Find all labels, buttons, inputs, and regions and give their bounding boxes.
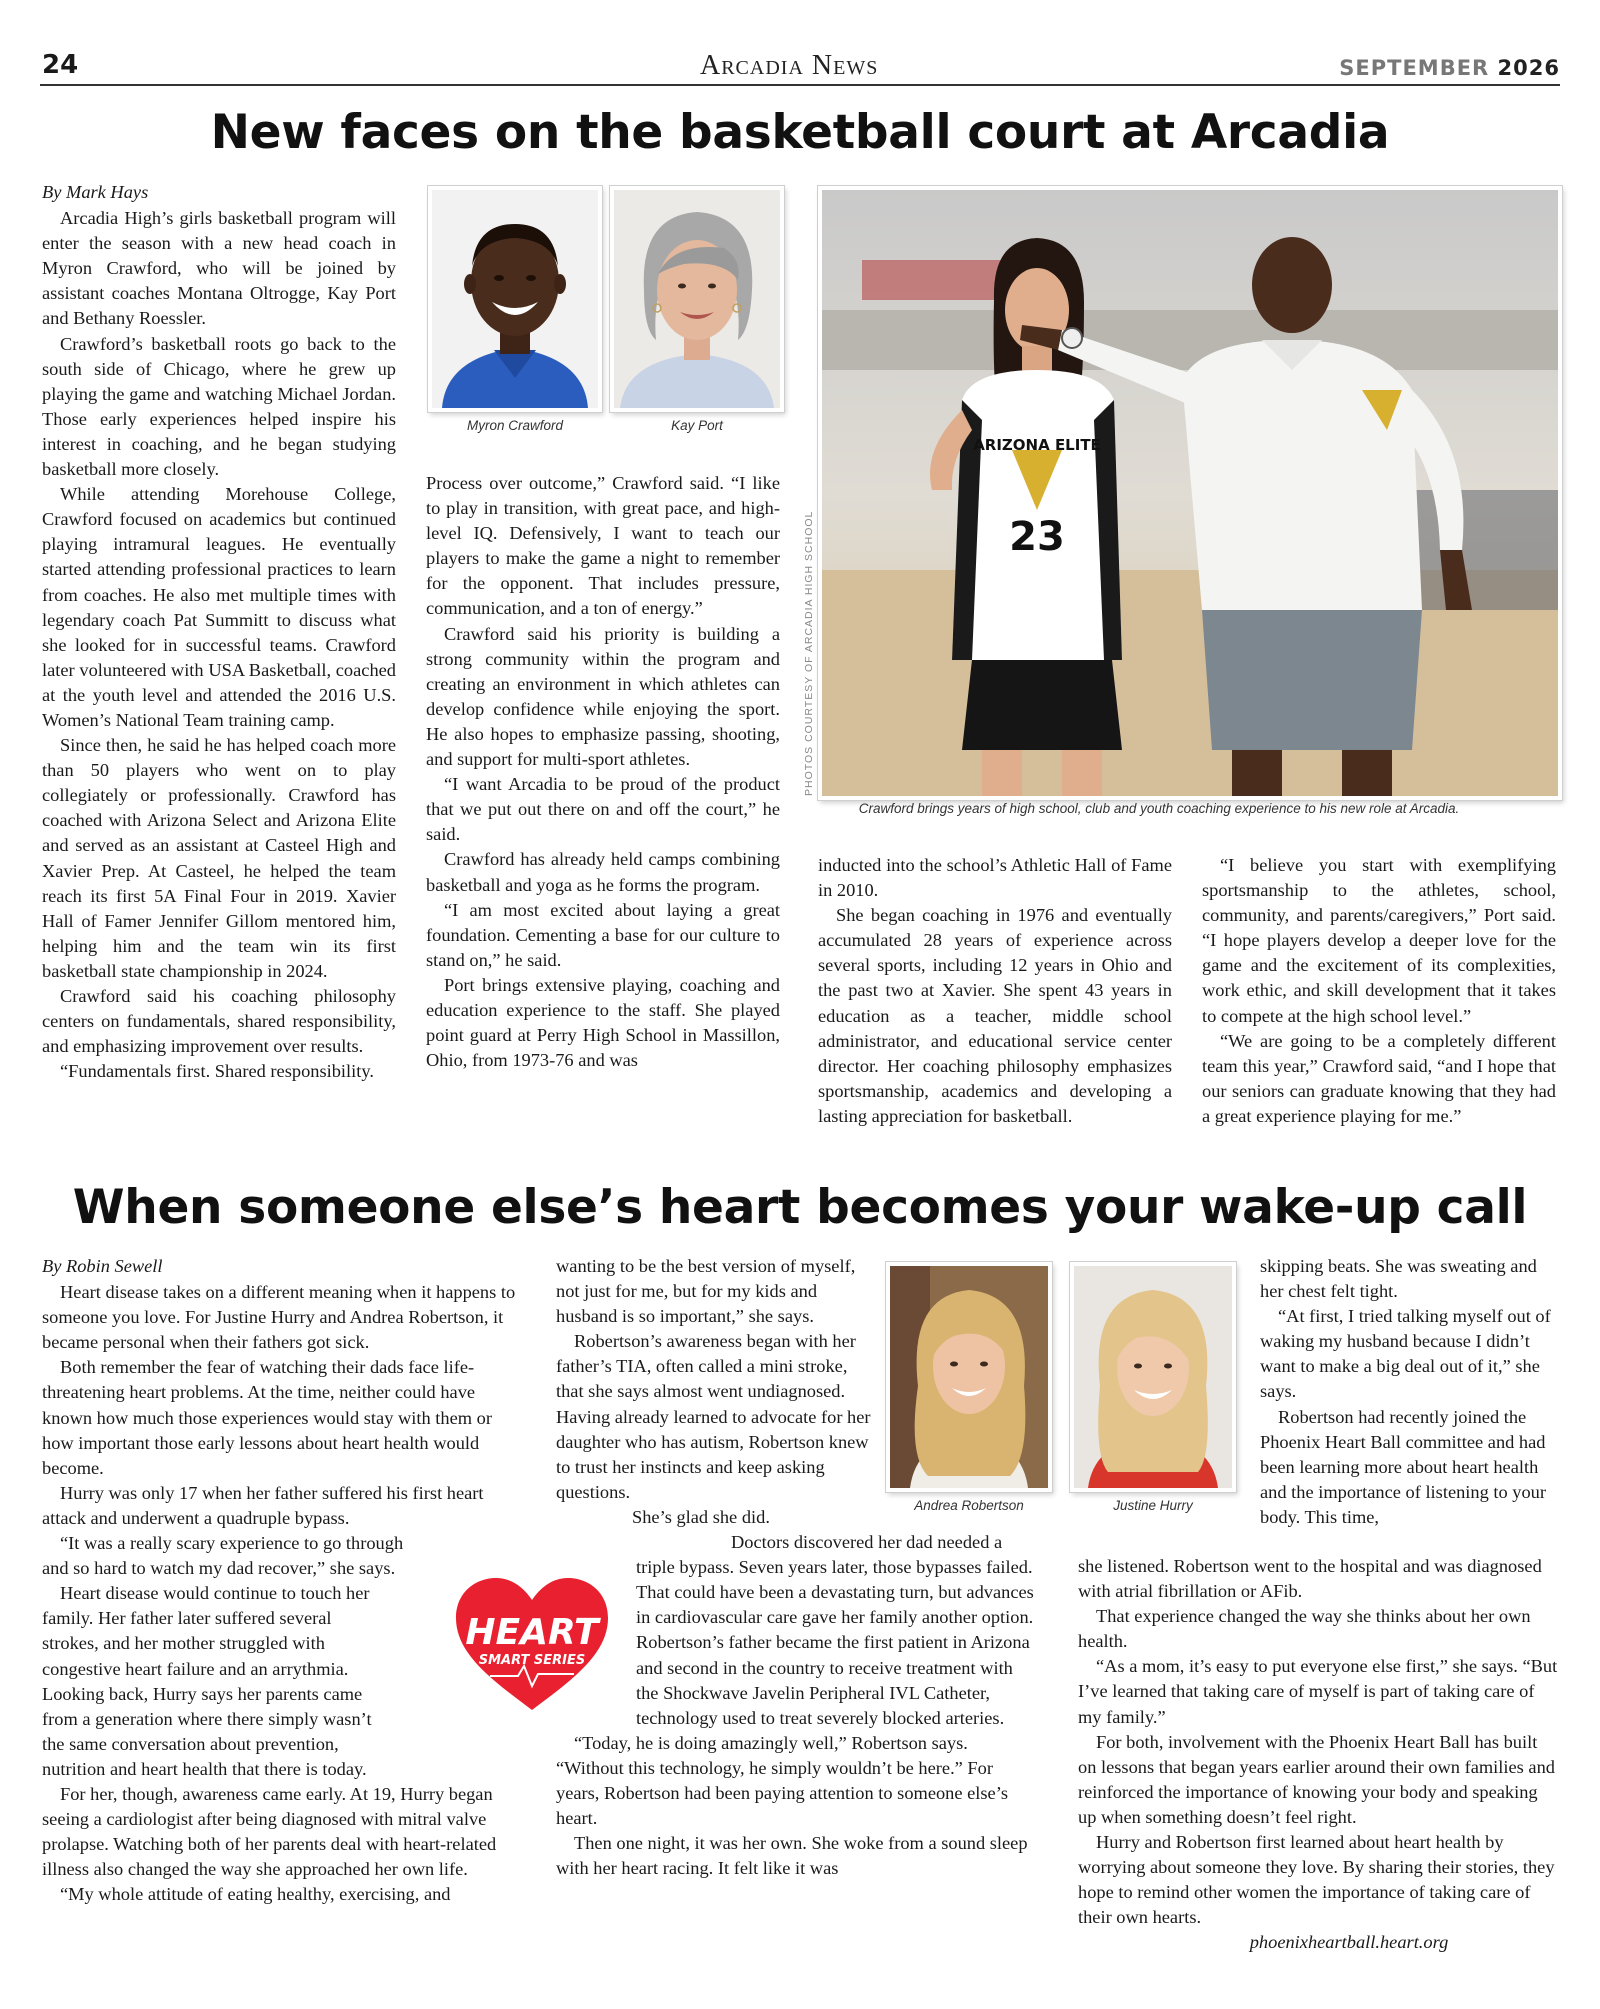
jersey-team-text: ARIZONA ELITE (973, 436, 1101, 454)
photo-credit: PHOTOS COURTESY OF ARCADIA HIGH SCHOOL (803, 510, 815, 796)
article-1-col1-para-3: While attending Morehouse College, Crawford focused on academics but continued playing intramural leagues. He eventually started attending professional practices to learn from coaches. He also met multiple times with legendary coach Pat Summitt to discuss what she looked for in successful teams. Crawford later volunteered with USA Basketball, coached at the youth level and attended the 2016 U.S. Women’s National Team training camp. (42, 484, 396, 730)
article-1-col2-para-1: Process over outcome,” Crawford said. “I like to play in transition, with great pace, and high-level IQ. Defensively, I want to teach our players to make the game a night to remember for the opponent. That includes pressure, communication, and a ton of energy.” (426, 473, 780, 619)
masthead (700, 50, 878, 82)
article-1-col1-para-1: Arcadia High’s girls basketball program will enter the season with a new head coach in Myron Crawford, who will be joined by assistant coaches Montana Oltrogge, Kay Port and Bethany Roessler. (42, 208, 396, 329)
article-1-col3-para-1: inducted into the school’s Athletic Hall of Fame in 2010. (818, 855, 1172, 901)
footer-url[interactable]: phoenixheartball.heart.org (1249, 1932, 1449, 1953)
andrea-robertson-photo (886, 1262, 1052, 1492)
article-2-col1-para-6: For her, though, awareness came early. At 19, Hurry began seeing a cardiologist after being diagnosed with mitral valve prolapse. Watching both of her parents deal with heart-related illness also changed the way she approached her own life. (42, 1783, 497, 1880)
myron-crawford-photo (428, 186, 602, 412)
article-1-column-3 (818, 853, 1172, 1129)
kay-port-caption: Kay Port (671, 418, 723, 433)
kay-port-photo (610, 186, 784, 412)
article-2-col2-para-2: Robertson’s awareness began with her father’s TIA, often called a mini stroke, that she says almost went undiagnosed. Having already learned to advocate for her daughter who has autism, Robertson knew to trust her instincts and keep asking questions. (556, 1331, 871, 1502)
article-1-col1-para-2: Crawford’s basketball roots go back to the south side of Chicago, where he grew up playing the game and watching Michael Jordan. Those early experiences helped inspire his interest in coaching, and he began studying basketball more closely. (42, 333, 396, 480)
article-1-col1-para-4: Since then, he said he has helped coach more than 50 players who went on to play collegiately or professionally. Crawford has coached with Arizona Select and Arizona Elite and served as an assistant at Casteel High and Xavier Prep. At Casteel, he helped the team reach its first 5A Final Four in 2019. Xavier Hall of Famer Jennifer Gillom mentored him, helping him and the team win its first basketball state championship in 2024. (42, 735, 396, 981)
article-2-col3a-para-2: “At first, I tried talking myself out of waking my husband because I didn’t want to make a big deal out of it,” she says. (1260, 1306, 1551, 1402)
article-2-col3a-para-3: Robertson had recently joined the Phoenix Heart Ball committee and had been learning more about heart health and the importance of listening to your body. This time, (1260, 1406, 1547, 1527)
myron-crawford-caption: Myron Crawford (466, 418, 564, 433)
article-2-col2-para-6: Then one night, it was her own. She woke from a sound sleep with her heart racing. It felt like it was (556, 1833, 1028, 1879)
article-2-col1-para-4: “It was a really scary experience to go through and so hard to watch my dad recover,” she says. (42, 1533, 404, 1579)
article-2-col3b-para-3: “As a mom, it’s easy to put everyone else first,” she says. “But I’ve learned that taking care of myself is part of taking care of my family.” (1078, 1656, 1558, 1727)
justine-hurry-caption: Justine Hurry (1113, 1498, 1193, 1513)
issue-month: SEPTEMBER (1339, 56, 1490, 80)
article-2-col1-para-7: “My whole attitude of eating healthy, exercising, and (60, 1884, 451, 1905)
article-2-col2-para-1: wanting to be the best version of myself, not just for me, but for my kids and husband is so important,” she says. (556, 1256, 856, 1327)
justine-hurry-photo (1070, 1262, 1236, 1492)
article-1-column-1 (42, 180, 396, 1084)
page-number: 24 (42, 50, 79, 80)
main-photo (818, 186, 1562, 800)
jersey-number-text: 23 (1009, 514, 1065, 560)
logo-heart-word: HEART (465, 1612, 599, 1653)
main-photo-caption: Crawford brings years of high school, club and youth coaching experience to his new role at Arcadia. (858, 801, 1460, 816)
article-2-column-3b (1078, 1554, 1560, 1956)
andrea-robertson-caption: Andrea Robertson (914, 1498, 1024, 1513)
article-1-col1-para-5: Crawford said his coaching philosophy centers on fundamentals, shared responsibility, and emphasizing improvement over results. (42, 986, 396, 1057)
article-2-headline: When someone else’s heart becomes your wake-up call (72, 1180, 1528, 1235)
article-2-col1-para-3: Hurry was only 17 when her father suffered his first heart attack and underwent a quadruple bypass. (42, 1482, 484, 1528)
article-2-col1-para-2: Both remember the fear of watching their dads face life-threatening heart problems. At the time, neither could have known how much those experiences would stay with them or how important those early lessons about heart health would become. (42, 1357, 492, 1478)
article-2-col2-para-4: Doctors discovered her dad needed a triple bypass. Seven years later, those bypasses failed. That could have been a devastating turn, but advances in cardiovascular care gave her family another option. Robertson’s father became the first patient in Arizona and second in the country to receive treatment with the Shockwave Javelin Peripheral IVL Catheter, technology used to treat severely blocked arteries. (636, 1532, 1034, 1728)
article-2-col1-para-5: Heart disease would continue to touch her family. Her father later suffered several strokes, and her mother struggled with congestive heart failure and an arrythmia. Looking back, Hurry says her parents came from a generation where there simply wasn’t the same conversation about prevention, nutrition and heart health that there is today. (42, 1583, 372, 1779)
article-2-col2-para-5: “Today, he is doing amazingly well,” Robertson says. “Without this technology, he simply wouldn’t be here.” For years, Robertson had been paying attention to someone else’s heart. (556, 1732, 1008, 1829)
article-1-col4-para-2: “We are going to be a completely different team this year,” Crawford said, “and I hope that our seniors can graduate knowing that they had a great experience playing for me.” (1202, 1030, 1556, 1126)
article-2-byline: By Robin Sewell (42, 1256, 163, 1276)
article-2-col3b-para-4: For both, involvement with the Phoenix Heart Ball has built on lessons that began years earlier around their own families and reinforced the importance of knowing your body and speaking up when something doesn’t feel right. (1078, 1731, 1555, 1827)
article-1-headline: New faces on the basketball court at Arcadia (210, 105, 1390, 160)
article-2-col3b-para-1: she listened. Robertson went to the hospital and was diagnosed with atrial fibrillation or AFib. (1078, 1556, 1542, 1602)
article-2-col3b-para-5: Hurry and Robertson first learned about heart health by worrying about someone they love. By sharing their stories, they hope to remind other women the importance of taking care of their own hearts. (1078, 1832, 1555, 1928)
issue-year: 2026 (1497, 56, 1560, 80)
article-2-col2-para-3: She’s glad she did. (632, 1506, 770, 1527)
article-2-col3b-para-2: That experience changed the way she thinks about her own health. (1078, 1606, 1531, 1652)
article-2-column-3a (1260, 1254, 1560, 1530)
article-1-col2-para-3: “I want Arcadia to be proud of the product that we put out there on and off the court,” he said. (426, 774, 780, 845)
article-2-col3a-para-1: skipping beats. She was sweating and her chest felt tight. (1260, 1256, 1537, 1302)
article-1-col2-para-6: Port brings extensive playing, coaching and education experience to the staff. She played point guard at Perry High School in Massillon, Ohio, from 1973-76 and was (426, 974, 780, 1071)
issue-date (1339, 56, 1560, 80)
article-2-col1-para-1: Heart disease takes on a different meaning when it happens to someone you love. For Justine Hurry and Andrea Robertson, it became personal when their fathers got sick. (42, 1282, 516, 1353)
article-1-byline: By Mark Hays (42, 182, 149, 202)
article-1-col3-para-2: She began coaching in 1976 and eventually accumulated 28 years of experience across several sports, including 12 years in Ohio and the past two at Xavier. She spent 43 years in education as a teacher, middle school administrator, and educational service center director. Her coaching philosophy emphasizes sportsmanship, academics and developing a lasting appreciation for basketball. (818, 905, 1172, 1126)
article-1-col1-para-6: “Fundamentals first. Shared responsibility. (60, 1061, 374, 1082)
article-1-col2-para-2: Crawford said his priority is building a strong community within the program and creating an environment in which athletes can develop confidence while enjoying the sport. He also hopes to emphasize passing, shooting, and support for multi-sport athletes. (426, 623, 780, 770)
article-1-col4-para-1: “I believe you start with exemplifying sportsmanship to the athletes, school, community, and parents/caregivers,” Port said. “I hope players develop a deeper love for the game and the excitement of its complexities, work ethic, and skill development that it takes to compete at the high school level.” (1202, 855, 1556, 1026)
article-1-column-4 (1202, 853, 1556, 1129)
article-1-column-2 (426, 471, 780, 1073)
article-1-col2-para-5: “I am most excited about laying a great foundation. Cementing a base for our culture to stand on,” he said. (426, 899, 780, 970)
masthead-title: Arcadia News (700, 50, 879, 81)
header-rule (40, 84, 1560, 86)
article-1-col2-para-4: Crawford has already held camps combining basketball and yoga as he forms the program. (426, 849, 780, 895)
logo-series-word: SMART SERIES (478, 1653, 586, 1668)
article-2-column-1 (42, 1254, 522, 1907)
